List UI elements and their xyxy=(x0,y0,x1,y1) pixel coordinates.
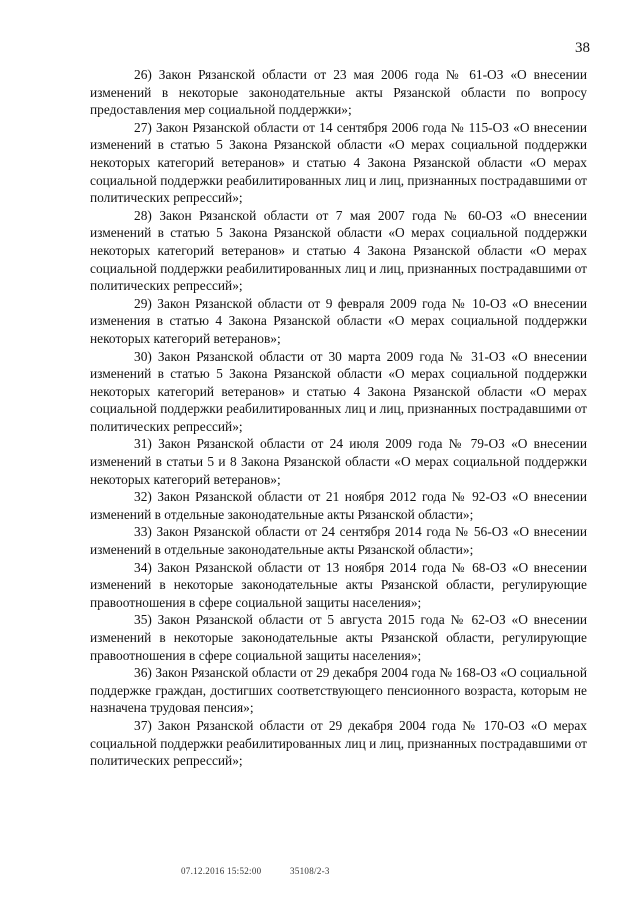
list-item-30: 30) Закон Рязанской области от 30 марта 2009 года № 31-ОЗ «О внесении изменений в статью 5 Закона Рязанской области «О мерах социальной поддержки некоторых категорий ветеранов» и статью 4 Закона Рязанской области «О мерах социальной поддержки реабилитированных лиц и лиц, признанных пострадавшими от политических репрессий»; xyxy=(90,348,587,434)
list-item-33: 33) Закон Рязанской области от 24 сентября 2014 года № 56-ОЗ «О внесении изменений в отдельные законодательные акты Рязанской области»; xyxy=(90,524,587,558)
list-item-26: 26) Закон Рязанской области от 23 мая 2006 года № 61-ОЗ «О внесении изменений в некоторые законодательные акты Рязанской области по вопросу предоставления мер социальной поддержки»; xyxy=(90,67,587,118)
list-item-37: 37) Закон Рязанской области от 29 декабря 2004 года № 170-ОЗ «О мерах социальной поддержки реабилитированных лиц и лиц, признанных пострадавшими от политических репрессий»; xyxy=(90,717,587,769)
list-item-29: 29) Закон Рязанской области от 9 февраля 2009 года № 10-ОЗ «О внесении изменения в статью 4 Закона Рязанской области «О мерах социальной поддержки некоторых категорий ветеранов»; xyxy=(90,295,587,346)
document-footer xyxy=(181,866,330,876)
list-item-31: 31) Закон Рязанской области от 24 июля 2009 года № 79-ОЗ «О внесении изменений в статьи 5 и 8 Закона Рязанской области «О мерах социальной поддержки некоторых категорий ветеранов»; xyxy=(90,436,587,487)
footer-document-code: 35108/2-3 xyxy=(290,866,330,876)
list-item-28: 28) Закон Рязанской области от 7 мая 2007 года № 60-ОЗ «О внесении изменений в статью 5 Закона Рязанской области «О мерах социальной поддержки некоторых категорий ветеранов» и статью 4 Закона Рязанской области «О мерах социальной поддержки реабилитированных лиц и лиц, признанных пострадавшими от политических репрессий»; xyxy=(90,207,587,294)
footer-timestamp: 07.12.2016 15:52:00 xyxy=(181,866,262,876)
list-item-27: 27) Закон Рязанской области от 14 сентября 2006 года № 115-ОЗ «О внесении изменений в статью 5 Закона Рязанской области «О мерах социальной поддержки некоторых категорий ветеранов» и статью 4 Закона Рязанской области «О мерах социальной поддержки реабилитированных лиц и лиц, признанных пострадавшими от политических репрессий»; xyxy=(90,119,587,206)
list-item-32: 32) Закон Рязанской области от 21 ноября 2012 года № 92-ОЗ «О внесении изменений в отдельные законодательные акты Рязанской области»; xyxy=(90,489,587,522)
list-item-35: 35) Закон Рязанской области от 5 августа 2015 года № 62-ОЗ «О внесении изменений в некоторые законодательные акты Рязанской области, регулирующие правоотношения в сфере социальной защиты населения»; xyxy=(90,612,587,663)
list-item-36: 36) Закон Рязанской области от 29 декабря 2004 года № 168-ОЗ «О социальной поддержке граждан, достигших соответствующего пенсионного возраста, которым не назначена трудовая пенсия»; xyxy=(90,665,587,716)
page-number: 38 xyxy=(575,40,590,56)
document-body xyxy=(90,66,587,770)
list-item-34: 34) Закон Рязанской области от 13 ноября 2014 года № 68-ОЗ «О внесении изменений в некоторые законодательные акты Рязанской области, регулирующие правоотношения в сфере социальной защиты населения»; xyxy=(90,559,587,610)
